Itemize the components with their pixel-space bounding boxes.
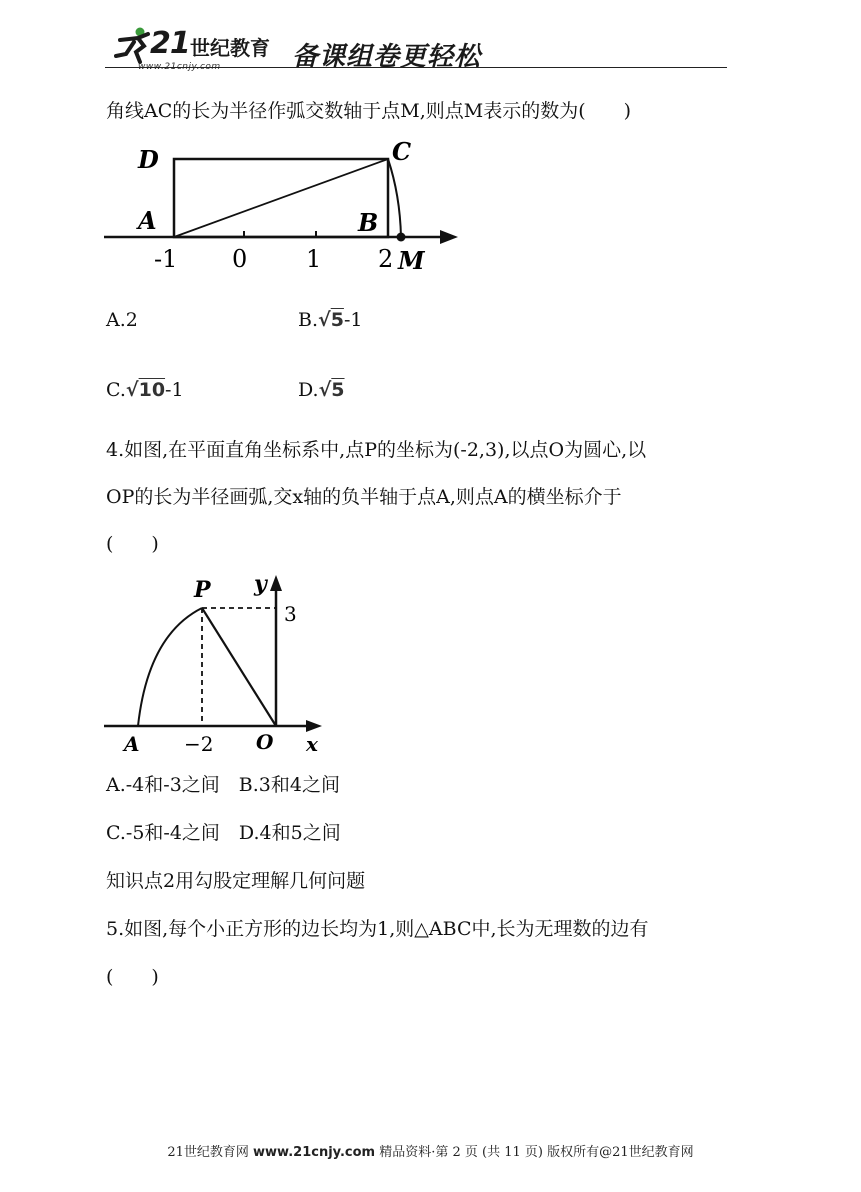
arrow-head bbox=[440, 230, 458, 244]
logo-number: 21 bbox=[150, 26, 190, 61]
q3-option-b-radicand: 5 bbox=[330, 309, 344, 331]
label-A: A bbox=[124, 732, 140, 755]
label-3: 3 bbox=[284, 602, 297, 626]
q3-option-c-prefix: C. bbox=[106, 379, 126, 401]
q4-stem-line2: OP的长为半径画弧,交x轴的负半轴于点A,则点A的横坐标介于 bbox=[106, 486, 622, 508]
header-divider bbox=[105, 67, 727, 68]
diagonal-ac bbox=[174, 159, 388, 237]
section-title: 知识点2用勾股定理解几何问题 bbox=[106, 870, 366, 892]
point-m bbox=[397, 233, 406, 242]
q5-stem-line2: ( ) bbox=[106, 966, 159, 988]
arc-cm bbox=[388, 159, 401, 237]
label-D: D bbox=[138, 145, 159, 174]
q4-stem-line3: ( ) bbox=[106, 533, 159, 555]
label-M: M bbox=[398, 246, 425, 275]
footer-site-cn: 21世纪教育网 bbox=[167, 1145, 249, 1160]
tick-label-2: 2 bbox=[378, 245, 394, 273]
q3-figure bbox=[100, 135, 470, 277]
label-neg2: −2 bbox=[184, 732, 214, 755]
label-O: O bbox=[256, 730, 274, 754]
header-logo bbox=[110, 24, 280, 72]
tick-label-0: 0 bbox=[232, 245, 248, 273]
runner-icon bbox=[110, 26, 154, 66]
footer-rest: 精品资料·第 2 页 (共 11 页) 版权所有@21世纪教育网 bbox=[379, 1145, 694, 1160]
tick-label-neg1: -1 bbox=[154, 245, 178, 273]
q3-option-d bbox=[298, 381, 345, 400]
footer-site-url[interactable]: www.21cnjy.com bbox=[253, 1145, 376, 1160]
q3-option-c-suffix: -1 bbox=[165, 379, 184, 401]
segment-op bbox=[202, 608, 276, 726]
q3-option-b bbox=[298, 311, 362, 330]
q5-stem-line1: 5.如图,每个小正方形的边长均为1,则△ABC中,长为无理数的边有 bbox=[106, 918, 649, 940]
q4-options-line1: A.-4和-3之间 B.3和4之间 bbox=[106, 774, 340, 796]
q3-option-c bbox=[106, 381, 184, 400]
q3-option-c-radicand: 10 bbox=[138, 379, 166, 401]
tick-label-1: 1 bbox=[306, 245, 322, 273]
logo-url: www.21cnjy.com bbox=[138, 62, 221, 72]
logo-text: 世纪教育 bbox=[190, 36, 270, 60]
q4-options-line2: C.-5和-4之间 D.4和5之间 bbox=[106, 822, 341, 844]
q3-stem: 角线AC的长为半径作弧交数轴于点M,则点M表示的数为( ) bbox=[106, 100, 632, 122]
q3-option-b-suffix: -1 bbox=[343, 309, 363, 331]
q3-option-a: A.2 bbox=[106, 309, 138, 331]
arc-pa bbox=[138, 608, 202, 726]
header-slogan: 备课组卷更轻松 bbox=[292, 42, 482, 72]
label-B: B bbox=[358, 208, 379, 237]
label-A: A bbox=[138, 206, 157, 235]
sqrt-symbol: √5 bbox=[318, 309, 344, 331]
y-arrow bbox=[270, 575, 282, 591]
page-footer bbox=[0, 1141, 861, 1160]
sqrt-symbol: √5 bbox=[318, 379, 345, 401]
label-y: y bbox=[254, 571, 267, 597]
q3-option-d-radicand: 5 bbox=[331, 379, 345, 401]
label-C: C bbox=[392, 137, 412, 166]
q4-figure bbox=[100, 565, 340, 755]
q3-option-d-prefix: D. bbox=[298, 379, 319, 401]
q4-stem-line1: 4.如图,在平面直角坐标系中,点P的坐标为(-2,3),以点O为圆心,以 bbox=[106, 439, 647, 461]
x-arrow bbox=[306, 720, 322, 732]
q3-option-b-prefix: B. bbox=[298, 309, 319, 331]
sqrt-symbol: √10 bbox=[125, 379, 166, 401]
label-x: x bbox=[306, 732, 318, 755]
label-P: P bbox=[194, 577, 211, 603]
